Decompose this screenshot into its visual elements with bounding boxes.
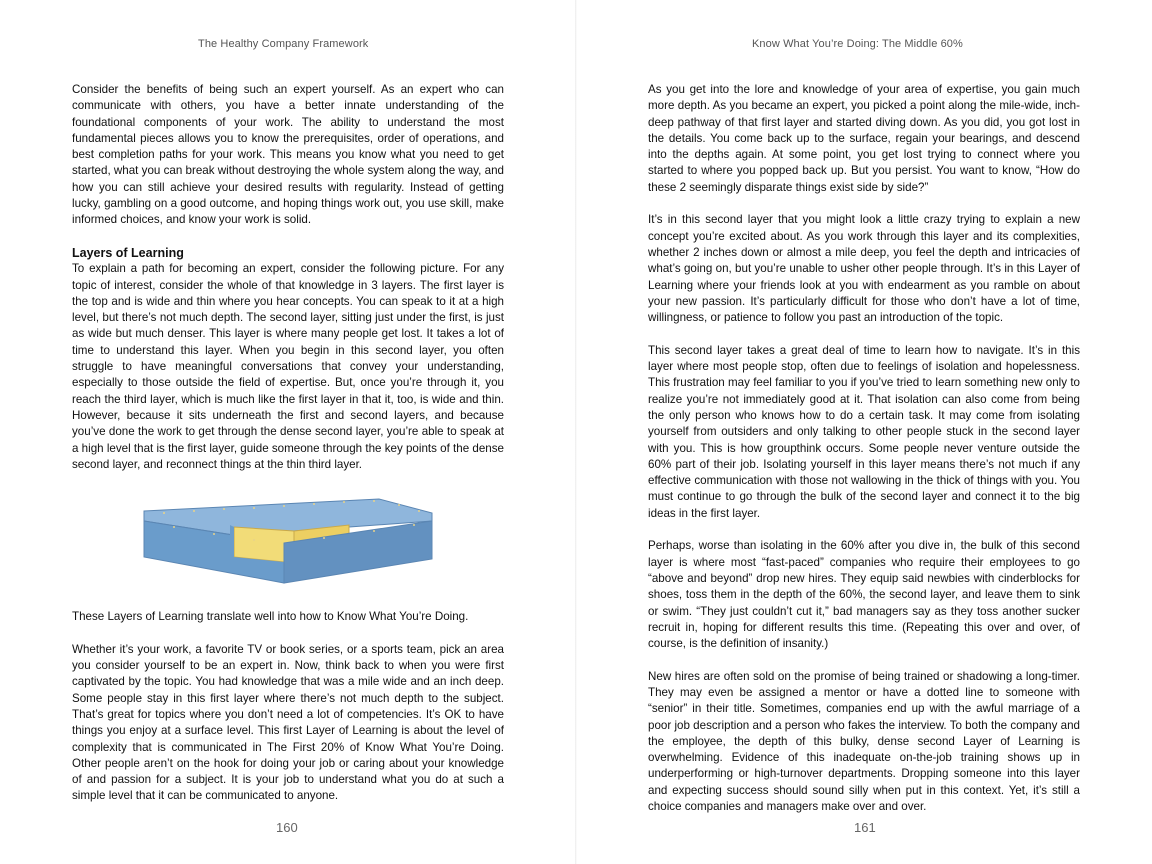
paragraph: These Layers of Learning translate well into how to Know What You’re Doing. — [72, 610, 469, 624]
paragraph: Consider the benefits of being such an expert yourself. As an expert who can communicate with others, you have a better innate understanding of the foundational components of your work. The ability to understand the most fundamental pieces allows you to know the prerequisites, order of operations, and best completion paths for your work. This means you know what you need to get started, what you can break without destroying the whole system along the way, and how you can still achieve your desired results with regularity. Instead of getting lucky, gambling on a good outcome, and hoping things work out, you use skill, make informed choices, and know your work is solid. — [72, 83, 504, 227]
paragraph: As you get into the lore and knowledge of your area of expertise, you gain much more depth. As you became an expert, you picked a point along the mile-wide, inch-deep pathway of that first layer and started diving down. As you did, you got lost in the details. You come back up to the surface, regain your bearings, and descend into the depths again. At some point, you get lost trying to connect where you started to where you popped back up. But you persist. You want to know, “How do these 2 seemingly disparate things exist side by side?” — [648, 83, 1080, 194]
section-heading: Layers of Learning — [72, 245, 184, 260]
left-page-body — [72, 82, 504, 821]
right-page — [576, 0, 1152, 864]
paragraph: Whether it’s your work, a favorite TV or book series, or a sports team, pick an area you consider yourself to be an expert in. Now, think back to when you were first captivated by the topic. You had knowledge that was a mile wide and an inch deep. Some people stay in this first layer where there’s not much depth to the subject. That’s great for topics where you don’t need a lot of competencies. It’s OK to have things you enjoy at a surface level. This first Layer of Learning is about the level of complexity that is communicated in The First 20% of Know What You’re Doing. Other people aren’t on the hook for doing your job or caring about your knowledge of and passion for a subject. It is your job to understand what you do at such a simple level that it can be communicated to anyone. — [72, 642, 504, 803]
paragraph: This second layer takes a great deal of time to learn how to navigate. It’s in this layer where most people stop, often due to feelings of isolation and hopelessness. This frustration may feel familiar to you if you’ve tried to learn something new only to realize you’re not immediately good at it. That isolation can also come from being the only person who knows how to do a certain task. It may come from isolating yourself from outsiders and only talking to other people stuck in the second layer with you. This is how groupthink occurs. Some people never venture outside the 60% part of their job. Isolating yourself in this layer means there’s not much if any effective communication with those not wallowing in the thick of things with you. You must continue to go through the bulk of the second layer and connect it to the big ideas in the first layer. — [648, 343, 1080, 520]
running-head-left: The Healthy Company Framework — [198, 38, 369, 50]
right-page-body — [648, 82, 1080, 832]
layered-mattress-image — [134, 491, 434, 587]
paragraph: New hires are often sold on the promise of being trained or shadowing a long-timer. They may even be assigned a mentor or have a dotted line to someone with “senior” in their title. Sometimes, companies end up with the awful marriage of a poor job description and a person who fakes the interview. To both the company and the employee, the depth of this bulky, dense second Layer of Learning is overwhelming. Evidence of this inadequate on-the-job training shows up in underperforming or high-turnover departments. Dropping someone into this layer and expecting success should sound silly when put in this context. Yet, it’s still a choice companies and managers make over and over. — [648, 669, 1080, 814]
running-head-right: Know What You’re Doing: The Middle 60% — [752, 38, 963, 50]
paragraph: It’s in this second layer that you might look a little crazy trying to explain a new concept you’re excited about. As you work through this layer and its complexities, whether 2 inches down or almost a mile deep, you feel the depth and intricacies of what’s going on, but you’re unable to usher other people through. It’s in this Layer of Learning where your friends look at you with endearment as you ramble on about your new passion. It’s particularly difficult for those who don’t have a lot of time, willingness, or patience to follow you past an introduction of the topic. — [648, 213, 1080, 325]
paragraph: To explain a path for becoming an expert, consider the following picture. For any topic of interest, consider the whole of that knowledge in 3 layers. The first layer is the top and is wide and thin where you hear concepts. You can speak to it at a high level, but there’s not much depth. The second layer, sitting just under the first, is just as wide but much denser. This layer is where many people get lost. It takes a lot of time to understand this layer. When you begin in this second layer, you often struggle to have meaningful conversations that convey your understanding, especially to those outside the field of expertise. But, once you’re through it, you reach the third layer, which is much like the first layer in that it, too, is wide and thin. However, because it sits underneath the first and second layers, and because you’ve done the work to get through the dense second layer, you’re able to speak at a high level that is the first layer, guide someone through the key points of the dense second layer, and reconnect things at the thin third layer. — [72, 262, 504, 471]
page-number-right: 161 — [854, 820, 876, 835]
layers-of-learning-illustration — [72, 491, 504, 587]
page-number-left: 160 — [276, 820, 298, 835]
paragraph: Perhaps, worse than isolating in the 60% after you dive in, the bulk of this second layer is where most “fast-paced” companies who require their employees to go “above and beyond” drop new hires. They equip said newbies with cinderblocks for shoes, toss them in the depth of the 60%, the second layer, and leave them to sink or swim. “They just couldn’t cut it,” bad managers say as they toss another sucker recruit in, hoping for different results this time. (Repeating this over and over, of course, is the definition of insanity.) — [648, 539, 1080, 651]
